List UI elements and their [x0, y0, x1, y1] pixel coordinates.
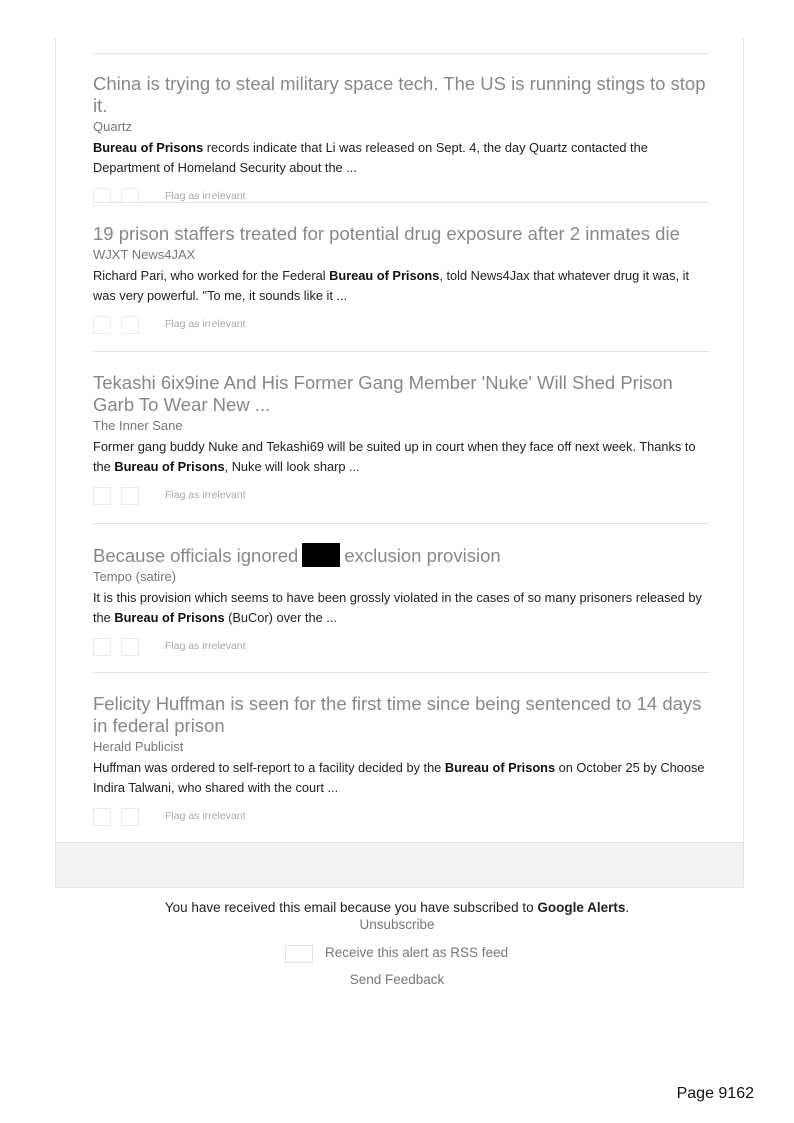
alert-source: Herald Publicist [93, 739, 184, 754]
alert-item [93, 223, 713, 336]
alerts-card [55, 38, 744, 888]
alert-item [93, 372, 713, 507]
send-feedback-link[interactable]: Send Feedback [349, 972, 445, 987]
alert-item [93, 73, 713, 208]
flag-irrelevant-link[interactable]: Flag as irrelevant [165, 640, 246, 652]
notice-keyword: Google Alerts [537, 900, 626, 915]
title-text: exclusion provision [344, 545, 501, 566]
share-icon[interactable] [93, 487, 111, 505]
share-icon[interactable] [121, 316, 139, 334]
snippet-keyword: Bureau of Prisons [93, 140, 204, 155]
snippet-keyword: Bureau of Prisons [114, 459, 225, 474]
flag-irrelevant-link[interactable]: Flag as irrelevant [165, 489, 246, 501]
snippet-text: It is this provision which seems to have been grossly violated in the cases of so many prisoners released by the [93, 590, 702, 625]
snippet-text: , told News4Jax that whatever drug it was, it was very powerful. "To me, it sounds like it ... [93, 268, 690, 303]
snippet-text: records indicate that Li was released on Sept. 4, the day Quartz contacted the Department of Homeland Security about the ... [93, 140, 648, 175]
unsubscribe-link[interactable]: Unsubscribe [359, 917, 435, 932]
alert-source: WJXT News4JAX [93, 247, 196, 262]
alert-snippet [93, 588, 713, 628]
alert-snippet [93, 758, 713, 798]
alert-snippet [93, 266, 713, 306]
redaction-box [302, 543, 340, 567]
share-icon[interactable] [121, 188, 139, 206]
rss-label: Receive this alert as RSS feed [325, 945, 509, 960]
divider [93, 202, 709, 203]
snippet-text: (BuCor) over the ... [224, 610, 337, 625]
alert-title-link[interactable]: China is trying to steal military space tech. The US is running stings to stop it. [93, 73, 706, 116]
share-icon[interactable] [93, 808, 111, 826]
flag-irrelevant-link[interactable]: Flag as irrelevant [165, 318, 246, 330]
alert-title-link[interactable]: Felicity Huffman is seen for the first time since being sentenced to 14 days in federal prison [93, 693, 702, 736]
share-icon[interactable] [93, 188, 111, 206]
alert-item [93, 693, 713, 828]
snippet-text: Richard Pari, who worked for the Federal [93, 268, 330, 283]
notice-text: . [625, 900, 630, 915]
flag-irrelevant-link[interactable]: Flag as irrelevant [165, 810, 246, 822]
snippet-text: Huffman was ordered to self-report to a facility decided by the [93, 760, 445, 775]
snippet-keyword: Bureau of Prisons [444, 760, 556, 775]
share-icon[interactable] [93, 316, 111, 334]
alert-snippet [93, 437, 713, 477]
alert-source: Quartz [93, 119, 133, 134]
snippet-text: Former gang buddy Nuke and Tekashi69 will be suited up in court when they face off next week. Thanks to the [93, 439, 696, 474]
card-footer [56, 842, 743, 887]
share-icon[interactable] [121, 487, 139, 505]
divider [93, 523, 709, 524]
alert-title-link[interactable]: 19 prison staffers treated for potential drug exposure after 2 inmates die [93, 223, 680, 244]
subscription-notice [0, 900, 794, 915]
alert-title-link[interactable] [93, 543, 713, 567]
share-icon[interactable] [93, 638, 111, 656]
alert-item [93, 543, 713, 658]
alert-source: The Inner Sane [93, 418, 183, 433]
alert-actions [93, 487, 713, 507]
alert-actions [93, 638, 713, 658]
alert-actions [93, 808, 713, 828]
share-icon[interactable] [121, 638, 139, 656]
snippet-text: , Nuke will look sharp ... [224, 459, 360, 474]
alert-actions [93, 316, 713, 336]
snippet-keyword: Bureau of Prisons [329, 268, 440, 283]
divider [93, 351, 709, 352]
rss-icon [285, 945, 313, 963]
alert-snippet [93, 138, 713, 178]
share-icon[interactable] [121, 808, 139, 826]
divider [93, 53, 709, 54]
alert-title-link[interactable]: Tekashi 6ix9ine And His Former Gang Member 'Nuke' Will Shed Prison Garb To Wear New ... [93, 372, 673, 415]
title-text: Because officials ignored [93, 545, 299, 566]
page-number: Page 9162 [676, 1085, 754, 1102]
alert-source: Tempo (satire) [93, 569, 177, 584]
divider [93, 672, 709, 673]
alert-actions [93, 188, 713, 208]
snippet-text: on October 25 by Choose Indira Talwani, who shared with the court ... [93, 760, 705, 795]
snippet-keyword: Bureau of Prisons [114, 610, 225, 625]
notice-text: You have received this email because you have subscribed to [164, 900, 538, 915]
flag-irrelevant-link[interactable]: Flag as irrelevant [165, 190, 246, 202]
